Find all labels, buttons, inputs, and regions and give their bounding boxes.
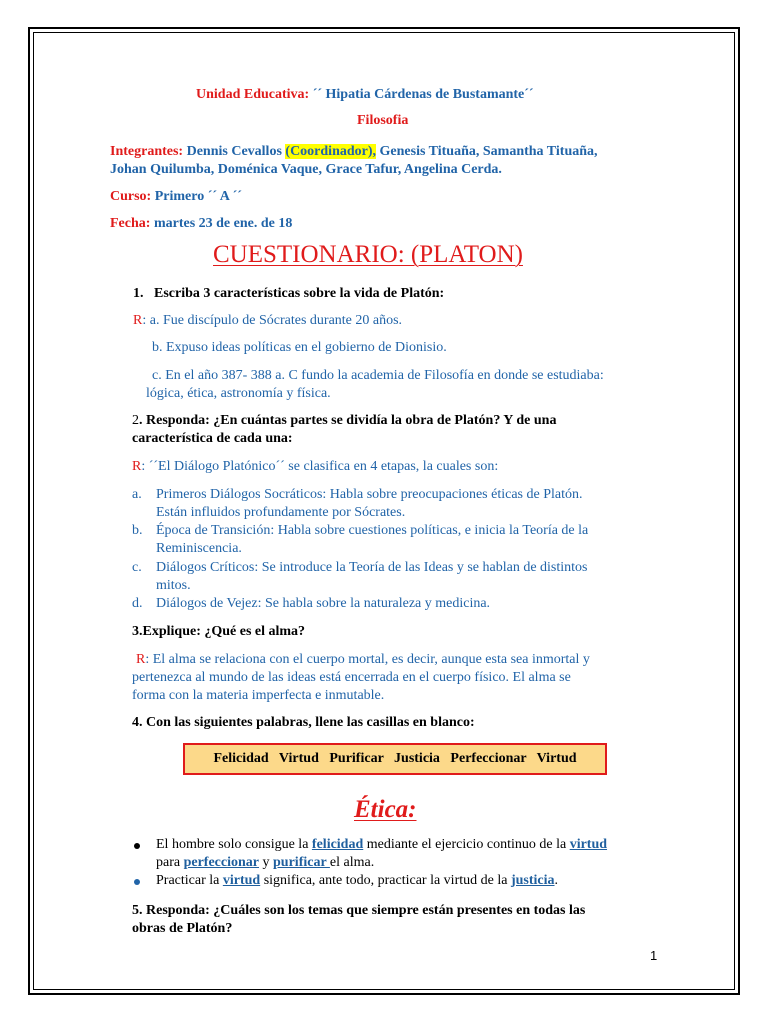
q3-question: 3.Explique: ¿Qué es el alma? bbox=[132, 624, 306, 639]
word-bank-words: Felicidad Virtud Purificar Justicia Perfeccionar Virtud bbox=[213, 751, 577, 766]
q2-item-c-letter: c. bbox=[132, 560, 142, 575]
page-number: 1 bbox=[650, 948, 658, 963]
b1-t5: el alma. bbox=[329, 855, 375, 870]
q1-answer-b: b. Expuso ideas políticas en el gobierno de Dionisio. bbox=[152, 340, 447, 355]
q1-question bbox=[133, 286, 444, 302]
date-value: martes 23 de ene. de 18 bbox=[153, 216, 293, 231]
page-title: CUESTIONARIO: (PLATON) bbox=[213, 241, 523, 268]
answer-purificar: purificar bbox=[273, 855, 330, 870]
bullet-1-line1 bbox=[156, 837, 607, 853]
school-line bbox=[196, 87, 534, 103]
q2-intro-text: : ´´El Diálogo Platónico´´ se clasifica en 4 etapas, la cuales son: bbox=[141, 459, 499, 474]
q2-item-c-line1: Diálogos Críticos: Se introduce la Teoría de las Ideas y se hablan de distintos bbox=[156, 560, 588, 575]
school-label: Unidad Educativa: bbox=[196, 87, 310, 102]
b1-t1: El hombre solo consigue la bbox=[156, 837, 312, 852]
q3-answer-line3: forma con la materia imperfecta e inmutable. bbox=[132, 688, 385, 703]
q1-a-text: : a. Fue discípulo de Sócrates durante 20 años. bbox=[142, 313, 403, 328]
q2-question-line1 bbox=[132, 413, 556, 429]
bullet-1-dot bbox=[134, 843, 140, 849]
q2-item-d-letter: d. bbox=[132, 596, 143, 611]
q2-intro bbox=[132, 459, 498, 475]
q2-question-line2: característica de cada una: bbox=[132, 431, 293, 446]
answer-justicia: justicia bbox=[510, 873, 555, 888]
b2-t1: Practicar la bbox=[156, 873, 223, 888]
course-value: Primero ´´ A ´´ bbox=[154, 189, 242, 204]
members-line-2: Johan Quilumba, Doménica Vaque, Grace Tafur, Angelina Cerda. bbox=[110, 162, 502, 177]
bullet-1-line2 bbox=[156, 855, 374, 871]
q2-text-line1: . Responda: ¿En cuántas partes se dividía la obra de Platón? Y de una bbox=[139, 413, 557, 428]
members-label: Integrantes: bbox=[110, 144, 184, 159]
coordinator-badge: (Coordinador), bbox=[285, 144, 377, 159]
q2-item-a-letter: a. bbox=[132, 487, 142, 502]
q2-item-d-line1: Diálogos de Vejez: Se habla sobre la naturaleza y medicina. bbox=[156, 596, 491, 611]
q2-item-a-line2: Están influidos profundamente por Sócrates. bbox=[156, 505, 406, 520]
q5-question-line1: 5. Responda: ¿Cuáles son los temas que siempre están presentes en todas las bbox=[132, 903, 586, 918]
subject-title: Filosofia bbox=[357, 113, 409, 128]
date-line bbox=[110, 216, 292, 232]
q2-item-a-line1: Primeros Diálogos Socráticos: Habla sobre preocupaciones éticas de Platón. bbox=[156, 487, 583, 502]
q1-r-label: R bbox=[133, 313, 143, 328]
q1-answer-a bbox=[133, 313, 402, 329]
q3-line1-text: : El alma se relaciona con el cuerpo mortal, es decir, aunque esta sea inmortal y bbox=[145, 652, 590, 667]
q3-answer-line2: pertenezca al mundo de las ideas está encerrada en el cuerpo físico. El alma se bbox=[132, 670, 571, 685]
b2-t2: significa, ante todo, practicar la virtud de la bbox=[260, 873, 511, 888]
bullet-2-line bbox=[156, 873, 558, 889]
answer-virtud-2: virtud bbox=[222, 873, 261, 888]
b2-t3: . bbox=[554, 873, 559, 888]
q2-r-label: R bbox=[132, 459, 142, 474]
q2-number: 2 bbox=[132, 413, 139, 428]
q2-item-c-line2: mitos. bbox=[156, 578, 191, 593]
q1-answer-c-line2: lógica, ética, astronomía y física. bbox=[146, 386, 331, 401]
members-text-a: Dennis Cevallos bbox=[186, 144, 282, 159]
q1-answer-c-line1: c. En el año 387- 388 a. C fundo la academia de Filosofía en donde se estudiaba: bbox=[152, 368, 604, 383]
word-bank-box bbox=[183, 743, 607, 775]
members-line-1 bbox=[110, 144, 598, 160]
answer-virtud-1: virtud bbox=[569, 837, 608, 852]
course-label: Curso: bbox=[110, 189, 152, 204]
q4-question: 4. Con las siguientes palabras, llene las casillas en blanco: bbox=[132, 715, 475, 730]
q1-number: 1. bbox=[133, 286, 144, 301]
q1-text: Escriba 3 características sobre la vida de Platón: bbox=[154, 286, 445, 301]
q5-question-line2: obras de Platón? bbox=[132, 921, 233, 936]
course-line bbox=[110, 189, 242, 205]
q2-item-b-line2: Reminiscencia. bbox=[156, 541, 242, 556]
bullet-2-dot bbox=[134, 879, 140, 885]
q3-r-label: R bbox=[136, 652, 146, 667]
answer-felicidad: felicidad bbox=[311, 837, 364, 852]
b1-t2: mediante el ejercicio continuo de la bbox=[363, 837, 570, 852]
date-label: Fecha: bbox=[110, 216, 151, 231]
members-text-b: Genesis Tituaña, Samantha Tituaña, bbox=[379, 144, 598, 159]
answer-perfeccionar: perfeccionar bbox=[183, 855, 260, 870]
q2-item-b-letter: b. bbox=[132, 523, 143, 538]
school-name: ´´ Hipatia Cárdenas de Bustamante´´ bbox=[312, 87, 534, 102]
q3-answer-line1 bbox=[136, 652, 590, 668]
q2-item-b-line1: Época de Transición: Habla sobre cuestiones políticas, e inicia la Teoría de la bbox=[156, 523, 589, 538]
b1-t4: y bbox=[259, 855, 274, 870]
b1-t3: para bbox=[156, 855, 184, 870]
etica-heading: Ética: bbox=[354, 796, 417, 823]
